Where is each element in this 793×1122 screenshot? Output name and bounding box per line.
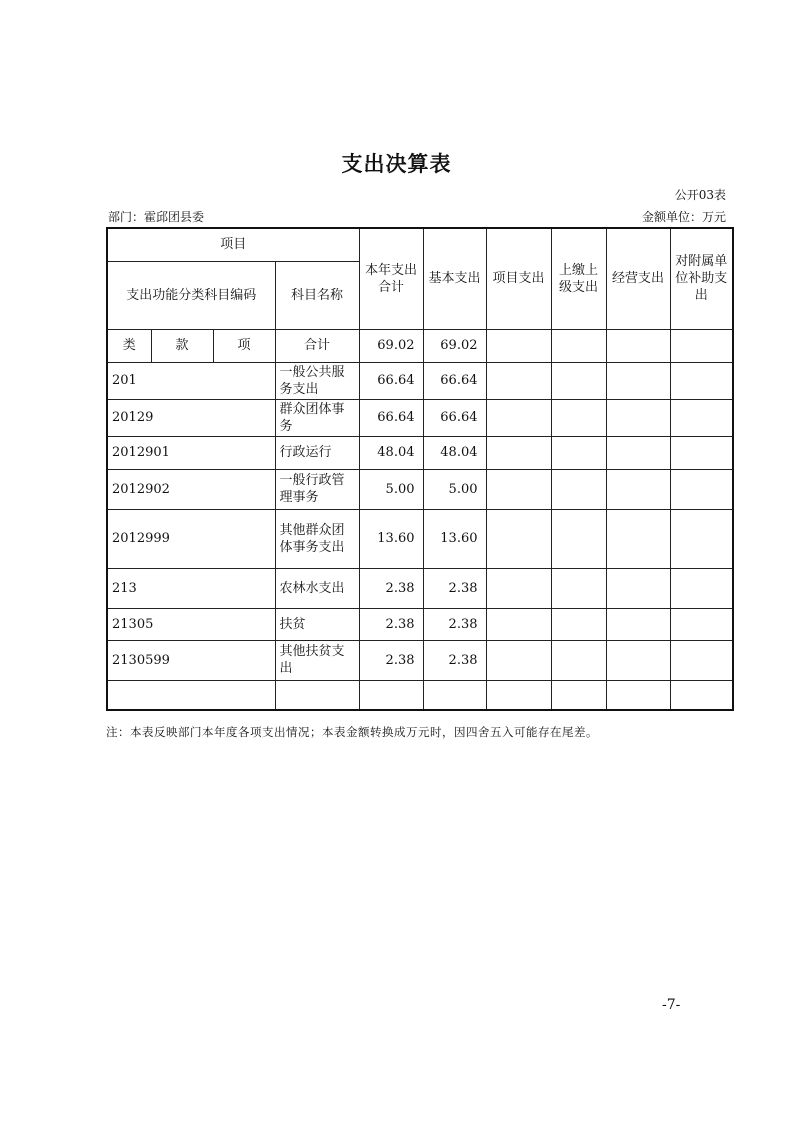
row-basic: 48.04 — [423, 436, 486, 469]
sum-label: 合计 — [275, 329, 359, 362]
department-label: 部门：霍邱团县委 — [108, 210, 205, 224]
row-cell — [606, 509, 670, 568]
row-code: 213 — [107, 568, 275, 608]
header-xiang: 项 — [213, 329, 275, 362]
row-cell — [486, 399, 551, 436]
table-row — [107, 469, 733, 509]
row-basic: 13.60 — [423, 509, 486, 568]
row-cell — [551, 608, 606, 640]
header-project-expenditure: 项目支出 — [486, 228, 551, 329]
row-cell — [486, 469, 551, 509]
sum-upper-cell — [551, 329, 606, 362]
row-basic: 2.38 — [423, 640, 486, 680]
row-total: 5.00 — [359, 469, 423, 509]
header-lei: 类 — [107, 329, 151, 362]
row-cell — [486, 640, 551, 680]
header-kuan: 款 — [151, 329, 213, 362]
row-cell — [606, 608, 670, 640]
row-cell — [486, 608, 551, 640]
header-subject-name: 科目名称 — [275, 261, 359, 329]
row-cell — [606, 469, 670, 509]
row-cell — [606, 568, 670, 608]
row-total: 66.64 — [359, 399, 423, 436]
header-upper-payment: 上缴上级支出 — [551, 228, 606, 329]
row-name: 一般行政管理事务 — [275, 469, 359, 509]
row-code: 2012901 — [107, 436, 275, 469]
row-name: 其他群众团体事务支出 — [275, 509, 359, 568]
header-basic: 基本支出 — [423, 228, 486, 329]
row-cell — [551, 469, 606, 509]
row-cell — [606, 640, 670, 680]
row-cell — [606, 362, 670, 399]
row-total: 48.04 — [359, 436, 423, 469]
row-code: 2012902 — [107, 469, 275, 509]
header-business-expenditure: 经营支出 — [606, 228, 670, 329]
row-name: 扶贫 — [275, 608, 359, 640]
table-row — [107, 509, 733, 568]
row-total: 2.38 — [359, 568, 423, 608]
row-cell — [670, 640, 733, 680]
row-basic: 2.38 — [423, 568, 486, 608]
row-total: 2.38 — [359, 608, 423, 640]
row-code: 2130599 — [107, 640, 275, 680]
row-name: 农林水支出 — [275, 568, 359, 608]
row-cell — [670, 436, 733, 469]
row-cell — [486, 362, 551, 399]
sum-subsidy-cell — [670, 329, 733, 362]
row-basic: 2.38 — [423, 608, 486, 640]
table-note: 注：本表反映部门本年度各项支出情况；本表金额转换成万元时，因四舍五入可能存在尾差。 — [106, 725, 598, 739]
row-code: 201 — [107, 362, 275, 399]
row-basic: 66.64 — [423, 362, 486, 399]
row-cell — [606, 436, 670, 469]
table-row — [107, 399, 733, 436]
row-cell — [486, 568, 551, 608]
row-cell — [486, 509, 551, 568]
form-number: 公开03表 — [674, 188, 726, 202]
header-project: 项目 — [107, 228, 359, 261]
row-cell — [551, 436, 606, 469]
row-cell — [551, 509, 606, 568]
row-cell — [670, 399, 733, 436]
table-row — [107, 608, 733, 640]
row-code: 2012999 — [107, 509, 275, 568]
row-code: 20129 — [107, 399, 275, 436]
row-cell — [551, 568, 606, 608]
row-cell — [670, 509, 733, 568]
row-basic: 5.00 — [423, 469, 486, 509]
row-cell — [670, 568, 733, 608]
sum-business-cell — [606, 329, 670, 362]
amount-unit-label: 金额单位：万元 — [641, 210, 726, 224]
sum-basic: 69.02 — [423, 329, 486, 362]
page-number: -7- — [662, 997, 681, 1013]
table-row — [107, 640, 733, 680]
row-cell — [606, 399, 670, 436]
row-name: 群众团体事务 — [275, 399, 359, 436]
expenditure-table — [106, 227, 734, 711]
row-total: 2.38 — [359, 640, 423, 680]
row-code: 21305 — [107, 608, 275, 640]
row-name: 一般公共服务支出 — [275, 362, 359, 399]
empty-row — [107, 680, 733, 710]
row-total: 13.60 — [359, 509, 423, 568]
table-row — [107, 568, 733, 608]
row-cell — [551, 640, 606, 680]
row-cell — [551, 399, 606, 436]
sum-project-cell — [486, 329, 551, 362]
table-row — [107, 436, 733, 469]
header-total: 本年支出合计 — [359, 228, 423, 329]
table-title: 支出决算表 — [341, 152, 452, 176]
row-cell — [670, 469, 733, 509]
row-name: 其他扶贫支出 — [275, 640, 359, 680]
row-cell — [670, 608, 733, 640]
row-cell — [670, 362, 733, 399]
header-function-code: 支出功能分类科目编码 — [107, 261, 275, 329]
row-basic: 66.64 — [423, 399, 486, 436]
row-name: 行政运行 — [275, 436, 359, 469]
sum-total: 69.02 — [359, 329, 423, 362]
header-subsidy-expenditure: 对附属单位补助支出 — [670, 228, 733, 329]
row-cell — [486, 436, 551, 469]
row-cell — [551, 362, 606, 399]
table-row — [107, 362, 733, 399]
row-total: 66.64 — [359, 362, 423, 399]
